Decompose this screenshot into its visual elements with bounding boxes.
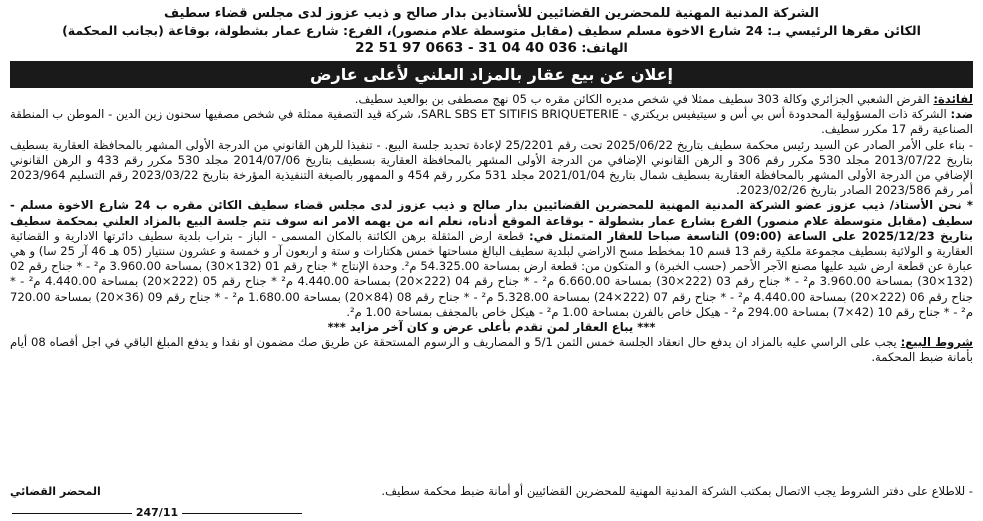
office-address: الكائن مقرها الرئيسي بـ: 24 شارع الاخوة مسلم سطيف (مقابل متوسطة علام منصور)، الفرع: شارع عمار بشطولة، بوقاعة (بجانب المحكمة) (62, 23, 921, 38)
property-description: قطعة ارض المثقلة برهن الكائنة بالمكان المسمى - الباز - بتراب بلدية سطيف دائرتها الادارية و القضائية العقارية و الولائية بسطيف مجموعة ملكية رقم 13 قسم 10 بمخطط مسح الاراضي لبلدية سطيف البالغ مساحتها خمس هكتارات و ستة و اربعون آر و خمسة و عشرون سنتيار (05 هـ 46 آر 25 سا) و هي عبارة عن قطعة ارض شيد عليها مصنع الآجر الأحمر (حسب الخبرة) و المتكون من: قطعة ارض بمساحة 54.325.00 م². وحدة الإنتاج * جناح رقم 01 (132×30) بمساحة 3.960.00 م² - * جناح رقم 02 (132×30) بمساحة 3.960.00 م² - * جناح رقم 03 (222×30) بمساحة 6.660.00 م² - * جناح رقم 04 (222×20) بمساحة 4.440.00 م² * جناح رقم 05 (222×20) بمساحة 4.440.00 م² - * جناح رقم 06 (222×20) بمساحة 4.440.00 م² - * جناح رقم 07 (222×24) بمساحة 5.328.00 م² - * جناح رقم 08 (84×20) بمساحة 1.680.00 م² - * جناح رقم 09 (36×20) بمساحة 720.00 م² - * جناح رقم 10 (42×7) بمساحة 294.00 م² - هيكل خاص بالفرن بمساحة 1.00 م² - هيكل خاص بالمجفف بمساحة 1.00 م². (10, 228, 973, 319)
defendant-label: ضد: (950, 107, 974, 122)
notice-footer (10, 484, 973, 499)
reference-number (12, 506, 302, 519)
notice-body (10, 92, 973, 366)
bailiff-signature: المحضر القضائي (10, 485, 101, 498)
phone-label: الهاتف: (581, 40, 628, 55)
property-paragraph (10, 198, 973, 320)
notice-title: إعلان عن بيع عقار بالمزاد العلني لأعلى عارض (309, 65, 674, 84)
auction-note: *** يباع العقار لمن تقدم بأعلى عرض و كان آخر مزايد *** (327, 320, 656, 335)
defendant-text: الشركة ذات المسؤولية المحدودة أس بي أس و سيتيفيس بريكتري - SARL SBS ET SITIFIS BRIQUETERIE، شركة قيد التصفية ممثلة في شخص مصفيها سحنون زين الدين - الموطن ب المنطقة الصناعية رقم 17 مكرر سطيف. (10, 107, 973, 137)
terms-text: يجب على الراسي عليه بالمزاد ان يدفع حال انعقاد الجلسة خمس الثمن 5/1 و المصاريف و الرسوم المستحقة عن طريق صك مضمون او نقدا و يدفع المبلغ الباقي في اجل أقصاه 08 أيام بأمانة ضبط المحكمة. (10, 335, 973, 365)
reference-text: 247/11 (135, 506, 179, 519)
auction-announcement: * نحن الأستاذ/ ذيب عزوز عضو الشركة المدنية المهنية للمحضرين القضائيين بدار صالح و ذيب عزوز لدى مجلس قضاء سطيف الكائن مقره ب 24 شارع الاخوة مسلم - سطيف (مقابل متوسطة علام منصور) الفرع بشارع عمار بشطولة - بوقاعة الموقع أدناه، نعلم انه من يهمه الامر انه سوف تتم جلسة البيع بالمزاد العلني بمحكمة سطيف بتاريخ 2025/12/23 على الساعة (09:00) التاسعة صباحا للعقار المتمثل في: (10, 198, 974, 243)
beneficiary-paragraph (10, 92, 973, 107)
phone-numbers: 036 40 04 31 - 0663 97 51 22 (355, 40, 577, 56)
defendant-paragraph (10, 107, 973, 137)
beneficiary-label: لفائدة: (933, 92, 973, 106)
notice-title-banner (10, 61, 973, 88)
legal-basis-paragraph: - بناء على الأمر الصادر عن السيد رئيس محكمة سطيف بتاريخ 2025/06/22 تحت رقم 25/2201 لإعادة تحديد جلسة البيع. - تنفيذا للرهن القانوني من الدرجة الأولى المشهر بالمحافظة العقارية بسطيف بتاريخ 2013/07/22 مجلد 530 مكرر رقم 306 و الرهن القانوني الإضافي من الدرجة الأولى المشهر بالمحافظة العقارية بسطيف بتاريخ 2014/07/06 مجلد 530 مكرر رقم 433 و الرهن القانوني الإضافي من الدرجة الأولى المشهر بالمحافظة العقارية بسطيف شمال بتاريخ 2021/01/04 مجلد 531 مكرر رقم 454 و الممهور بالصيغة التنفيذية المؤرخة بتاريخ 2023/03/22 رقم التسليم 2023/964 أمر رقم 2023/586 الصادر بتاريخ 2023/02/26. (10, 137, 973, 198)
office-phone (10, 39, 973, 57)
office-header (10, 5, 973, 57)
terms-label: شروط البيع: (900, 335, 973, 350)
terms-paragraph (10, 335, 973, 365)
reference-rule (12, 513, 132, 514)
office-name: الشركة المدنية المهنية للمحضرين القضائيين للأستاذين بدار صالح و ذيب عزوز لدى مجلس قضاء سطيف (164, 6, 819, 21)
beneficiary-text: القرض الشعبي الجزائري وكالة 303 سطيف ممثلا في شخص مديره الكائن مقره ب 05 نهج مصطفى بن بوالعيد سطيف. (354, 92, 934, 106)
reference-rule-right (182, 513, 302, 514)
footer-note: - للاطلاع على دفتر الشروط يجب الاتصال بمكتب الشركة المدنية المهنية للمحضرين القضائيين أو أمانة ضبط محكمة سطيف. (381, 484, 973, 498)
